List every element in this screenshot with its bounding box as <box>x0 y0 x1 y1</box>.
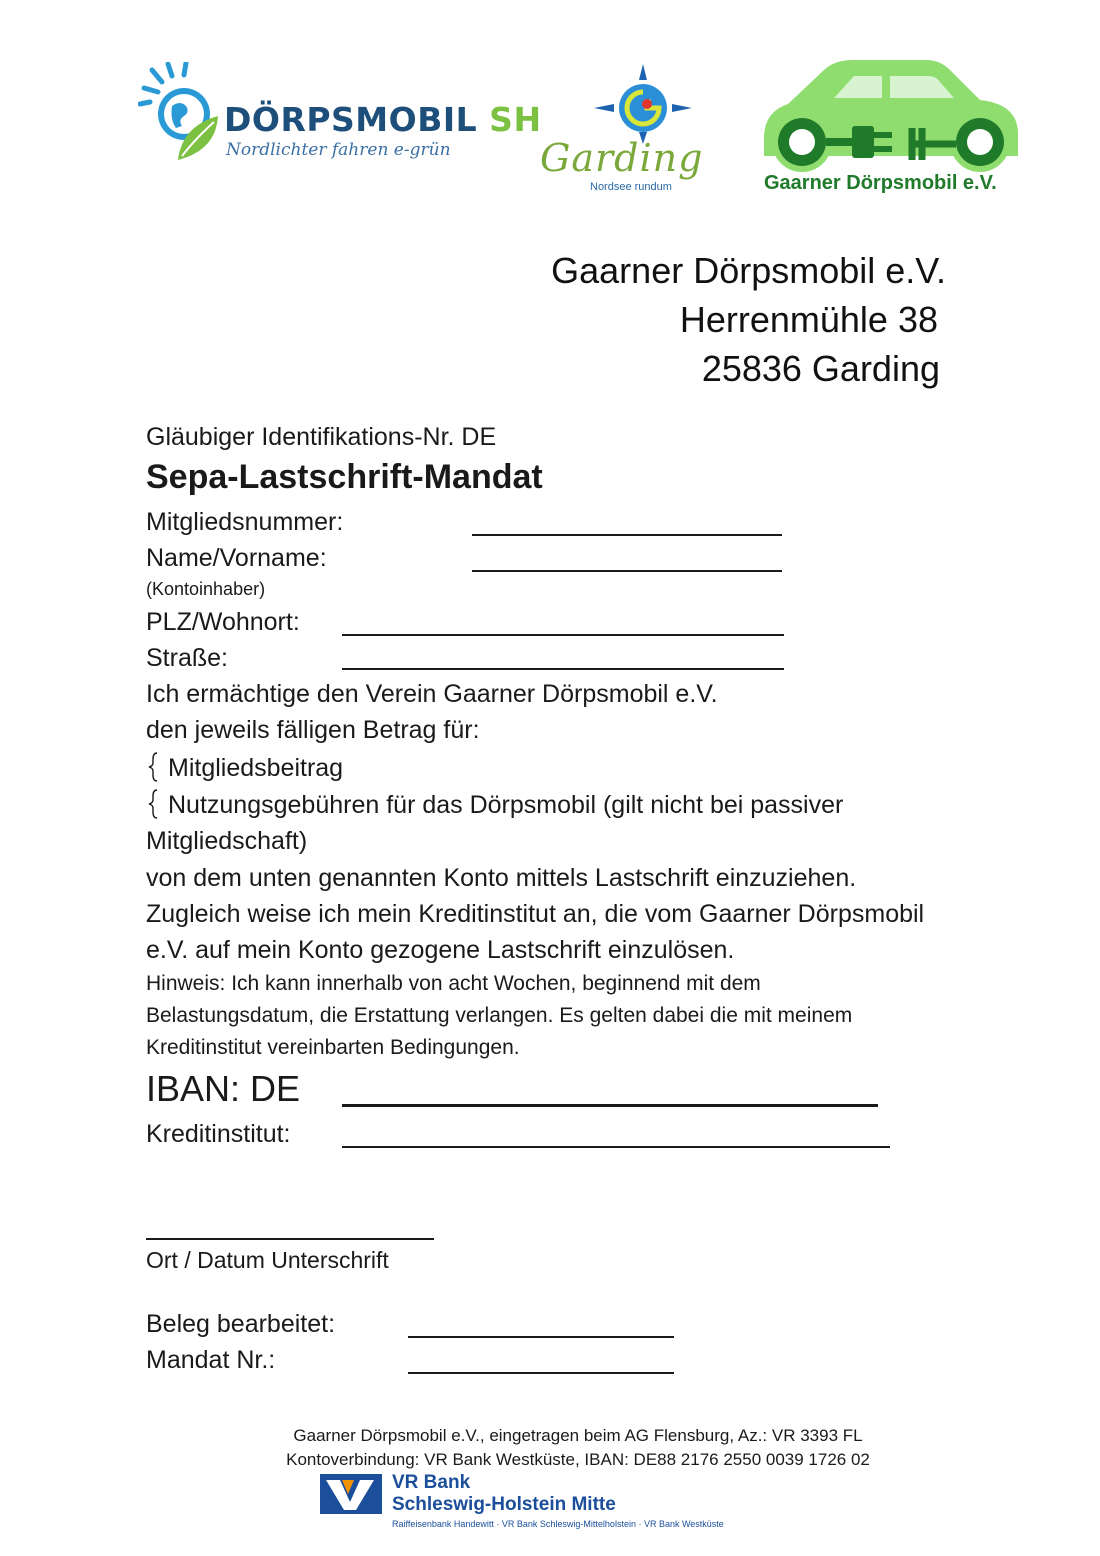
name-label: Name/Vorname: <box>146 544 327 572</box>
signature-label: Ort / Datum Unterschrift <box>146 1247 389 1273</box>
compass-icon <box>594 64 692 144</box>
globe-sun-icon <box>138 62 220 166</box>
vr-bank-subtitle: Raiffeisenbank Handewitt · VR Bank Schleswig-Mittelholstein · VR Bank Westküste <box>392 1519 724 1529</box>
member-number-label: Mitgliedsnummer: <box>146 508 344 536</box>
doerpsmobil-sh-suffix: SH <box>489 100 542 139</box>
bank-label: Kreditinstitut: <box>146 1120 291 1148</box>
doerpsmobil-slogan: Nordlichter fahren e-grün <box>226 140 451 160</box>
authorization-line-2: den jeweils fälligen Betrag für: <box>146 716 480 744</box>
processed-label: Beleg bearbeitet: <box>146 1310 336 1338</box>
authorization-line-4: Zugleich weise ich mein Kreditinstitut an, die vom Gaarner Dörpsmobil <box>146 900 925 928</box>
vr-bank-name-2: Schleswig-Holstein Mitte <box>392 1494 616 1515</box>
page-title: Sepa-Lastschrift-Mandat <box>146 458 543 496</box>
option-usage-fee-continued: Mitgliedschaft) <box>146 827 308 855</box>
hint-line-2: Belastungsdatum, die Erstattung verlangen. Es gelten dabei die mit meinem <box>146 1004 853 1027</box>
address-city: 25836 Garding <box>701 348 940 389</box>
hint-line-1: Hinweis: Ich kann innerhalb von acht Wochen, beginnend mit dem <box>146 972 761 995</box>
authorization-line-3: von dem unten genannten Konto mittels Lastschrift einzuziehen. <box>146 864 857 892</box>
name-line[interactable] <box>472 570 782 572</box>
creditor-id-label: Gläubiger Identifikations-Nr. DE <box>146 423 497 451</box>
vr-bank-name-1: VR Bank <box>392 1472 471 1493</box>
street-label: Straße: <box>146 644 228 672</box>
address-name: Gaarner Dörpsmobil e.V. <box>551 250 946 291</box>
car-logo-caption: Gaarner Dörpsmobil e.V. <box>764 172 997 194</box>
hint-line-3: Kreditinstitut vereinbarten Bedingungen. <box>146 1036 520 1059</box>
street-line[interactable] <box>342 668 784 670</box>
option-membership-checkbox-icon[interactable] <box>148 752 162 782</box>
processed-line[interactable] <box>408 1336 674 1338</box>
car-logo <box>762 58 1024 200</box>
garding-subtitle: Nordsee rundum <box>590 181 672 193</box>
footer-line-1: Gaarner Dörpsmobil e.V., eingetragen beim AG Flensburg, Az.: VR 3393 FL <box>293 1426 863 1445</box>
option-membership-label: Mitgliedsbeitrag <box>168 754 344 782</box>
doerpsmobil-sh-logo <box>138 62 542 170</box>
doerpsmobil-title: DÖRPSMOBIL <box>224 100 478 139</box>
vr-bank-icon <box>320 1474 382 1514</box>
zip-city-label: PLZ/Wohnort: <box>146 608 300 636</box>
authorization-line-5: e.V. auf mein Konto gezogene Lastschrift einzulösen. <box>146 936 735 964</box>
member-number-line[interactable] <box>472 534 782 536</box>
option-usage-fee-checkbox-icon[interactable] <box>148 789 162 819</box>
iban-label: IBAN: DE <box>146 1068 301 1109</box>
vr-bank-logo <box>320 1472 760 1534</box>
iban-line[interactable] <box>342 1104 878 1107</box>
garding-logo <box>540 64 705 196</box>
footer-line-2: Kontoverbindung: VR Bank Westküste, IBAN: DE88 2176 2550 0039 1726 02 <box>286 1450 870 1469</box>
bank-line[interactable] <box>342 1146 890 1148</box>
signature-line[interactable] <box>146 1238 434 1240</box>
garding-word: Garding <box>540 136 704 180</box>
account-holder-note: (Kontoinhaber) <box>146 579 266 599</box>
address-street: Herrenmühle 38 <box>679 299 938 340</box>
option-usage-fee-label: Nutzungsgebühren für das Dörpsmobil (gilt nicht bei passiver <box>168 791 844 819</box>
mandate-number-label: Mandat Nr.: <box>146 1346 276 1374</box>
authorization-line-1: Ich ermächtige den Verein Gaarner Dörpsmobil e.V. <box>146 680 718 708</box>
mandate-number-line[interactable] <box>408 1372 674 1374</box>
zip-city-line[interactable] <box>342 634 784 636</box>
electric-car-icon <box>762 58 1018 176</box>
